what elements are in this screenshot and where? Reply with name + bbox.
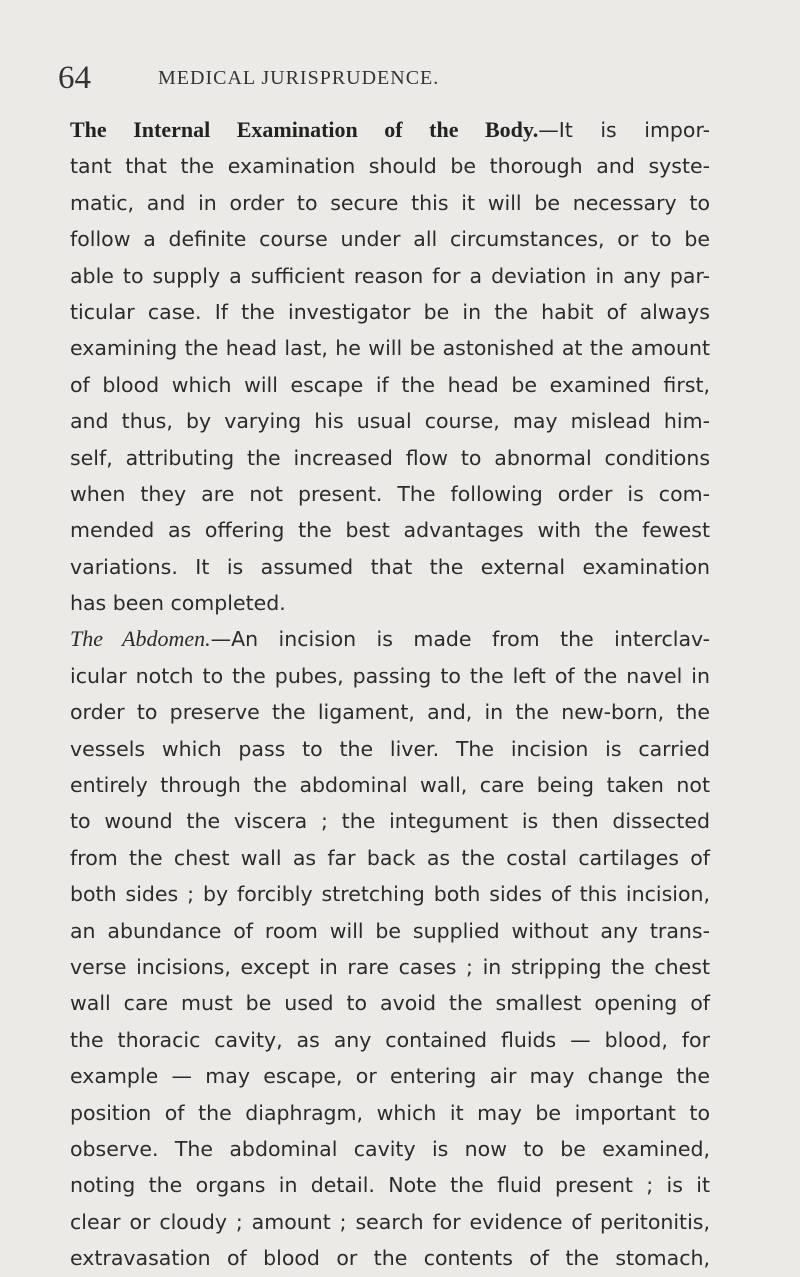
paragraph-line: entirely through the abdominal wall, care being taken not (70, 773, 710, 798)
paragraph-line: variations. It is assumed that the external examination (70, 554, 710, 579)
section-heading-internal-examination: The Internal Examination of the Body. (70, 117, 539, 142)
paragraph-line: self, attributing the increased flow to abnormal conditions (70, 445, 710, 470)
running-title: MEDICAL JURISPRUDENCE. (158, 67, 440, 89)
paragraph-line: icular notch to the pubes, passing to the left of the navel in (70, 663, 710, 688)
paragraph-line: able to supply a sufficient reason for a deviation in any par- (70, 263, 710, 288)
paragraph-line: ticular case. If the investigator be in the habit of always (70, 299, 710, 324)
paragraph-line: tant that the examination should be thorough and syste- (70, 154, 710, 179)
paragraph-line: clear or cloudy ; amount ; search for evidence of peritonitis, (70, 1209, 710, 1234)
paragraph-line: has been completed. (70, 591, 286, 616)
paragraph-line: when they are not present. The following order is com- (70, 481, 710, 506)
paragraph-line: follow a definite course under all circumstances, or to be (70, 227, 710, 252)
paragraph-line: from the chest wall as far back as the costal cartilages of (70, 845, 710, 870)
paragraph-line: of blood which will escape if the head be examined first, (70, 372, 710, 397)
paragraph-line: extravasation of blood or the contents of the stomach, (70, 1246, 710, 1271)
paragraph-line: the thoracic cavity, as any contained fluids — blood, for (70, 1027, 710, 1052)
paragraph-line: matic, and in order to secure this it will be necessary to (70, 190, 710, 215)
page-number: 64 (58, 60, 91, 96)
paragraph-line-text: —It is impor- (538, 118, 710, 142)
paragraph-line: noting the organs in detail. Note the fluid present ; is it (70, 1173, 710, 1198)
paragraph-line-text: —An incision is made from the interclav- (210, 627, 710, 652)
paragraph-line: observe. The abdominal cavity is now to be examined, (70, 1136, 710, 1161)
paragraph-line: verse incisions, except in rare cases ; in stripping the chest (70, 954, 710, 979)
paragraph-line: wall care must be used to avoid the smallest opening of (70, 991, 710, 1016)
paragraph-line: an abundance of room will be supplied without any trans- (70, 918, 710, 943)
paragraph-line: and thus, by varying his usual course, may mislead him- (70, 409, 710, 434)
running-head (58, 60, 728, 100)
paragraph-line: position of the diaphragm, which it may be important to (70, 1100, 710, 1125)
section-heading-abdomen: The Abdomen. (70, 626, 211, 652)
paragraph-line: vessels which pass to the liver. The incision is carried (70, 736, 710, 761)
body-text (70, 112, 710, 1277)
paragraph-line: order to preserve the ligament, and, in the new-born, the (70, 700, 710, 725)
paragraph-line (70, 112, 710, 148)
paragraph-line: to wound the viscera ; the integument is then dissected (70, 809, 710, 834)
paragraph-line: examining the head last, he will be astonished at the amount (70, 336, 710, 361)
paragraph-line (70, 621, 710, 657)
paragraph-line: both sides ; by forcibly stretching both sides of this incision, (70, 882, 710, 907)
paragraph-line: example — may escape, or entering air may change the (70, 1064, 710, 1089)
paragraph-line: mended as offering the best advantages with the fewest (70, 518, 710, 543)
